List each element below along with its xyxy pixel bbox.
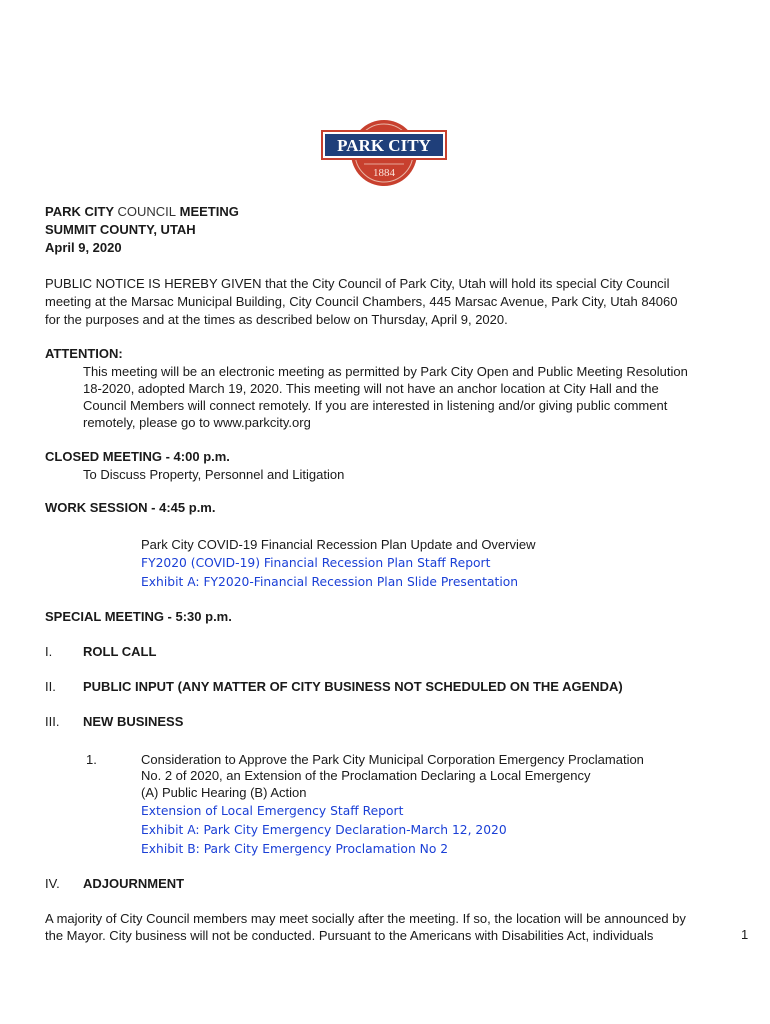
agenda-adjournment: ADJOURNMENT	[83, 876, 185, 891]
notice-line: for the purposes and at the times as described below on Thursday, April 9, 2020.	[45, 312, 508, 327]
agenda-number: I.	[45, 644, 53, 659]
item-description-line: Consideration to Approve the Park City Municipal Corporation Emergency Proclamation	[141, 752, 644, 767]
park-city-logo	[320, 118, 448, 188]
attention-heading: ATTENTION:	[45, 346, 123, 361]
work-session-heading: WORK SESSION - 4:45 p.m.	[45, 500, 216, 515]
attention-line: This meeting will be an electronic meeting as permitted by Park City Open and Public Meeting Resolution	[83, 364, 688, 379]
logo-name: PARK CITY	[337, 136, 431, 155]
agenda-new-business: NEW BUSINESS	[83, 714, 184, 729]
meeting-date: April 9, 2020	[45, 240, 122, 255]
page-number: 1	[741, 927, 749, 942]
closed-meeting-text: To Discuss Property, Personnel and Litigation	[83, 467, 345, 482]
county-line: SUMMIT COUNTY, UTAH	[45, 222, 196, 237]
work-session-item: Park City COVID-19 Financial Recession Plan Update and Overview	[141, 537, 536, 552]
title-part-b: COUNCIL	[117, 204, 176, 219]
emergency-proclamation-link[interactable]: Exhibit B: Park City Emergency Proclamation No 2	[141, 842, 449, 856]
emergency-declaration-link[interactable]: Exhibit A: Park City Emergency Declaration-March 12, 2020	[141, 823, 507, 837]
meeting-title	[45, 203, 239, 221]
notice-line: PUBLIC NOTICE IS HEREBY GIVEN that the City Council of Park City, Utah will hold its special City Council	[45, 276, 670, 291]
title-part-a: PARK CITY	[45, 204, 118, 219]
attention-line: Council Members will connect remotely. If you are interested in listening and/or giving public comment	[83, 398, 668, 413]
logo-year: 1884	[373, 167, 395, 179]
attention-line: remotely, please go to www.parkcity.org	[83, 415, 311, 430]
special-meeting-heading: SPECIAL MEETING - 5:30 p.m.	[45, 609, 232, 624]
item-description-line: (A) Public Hearing (B) Action	[141, 785, 307, 800]
agenda-number: IV.	[45, 876, 60, 891]
agenda-number: III.	[45, 714, 60, 729]
item-number: 1.	[86, 752, 97, 767]
agenda-number: II.	[45, 679, 56, 694]
attention-line: 18-2020, adopted March 19, 2020. This meeting will not have an anchor location at City Hall and the	[83, 381, 659, 396]
title-part-c: MEETING	[176, 204, 239, 219]
agenda-roll-call: ROLL CALL	[83, 644, 157, 659]
logo-graphic	[320, 118, 448, 188]
item-description-line: No. 2 of 2020, an Extension of the Proclamation Declaring a Local Emergency	[141, 768, 591, 783]
staff-report-link[interactable]: FY2020 (COVID-19) Financial Recession Plan Staff Report	[141, 556, 491, 570]
closed-meeting-heading: CLOSED MEETING - 4:00 p.m.	[45, 449, 230, 464]
footer-line: A majority of City Council members may meet socially after the meeting. If so, the location will be announced by	[45, 911, 686, 926]
agenda-public-input: PUBLIC INPUT (ANY MATTER OF CITY BUSINESS NOT SCHEDULED ON THE AGENDA)	[83, 679, 623, 694]
slide-presentation-link[interactable]: Exhibit A: FY2020-Financial Recession Plan Slide Presentation	[141, 575, 519, 589]
notice-line: meeting at the Marsac Municipal Building, City Council Chambers, 445 Marsac Avenue, Park City, Utah 84060	[45, 294, 678, 309]
emergency-staff-report-link[interactable]: Extension of Local Emergency Staff Report	[141, 804, 404, 818]
footer-line: the Mayor. City business will not be conducted. Pursuant to the Americans with Disabilities Act, individuals	[45, 928, 654, 943]
